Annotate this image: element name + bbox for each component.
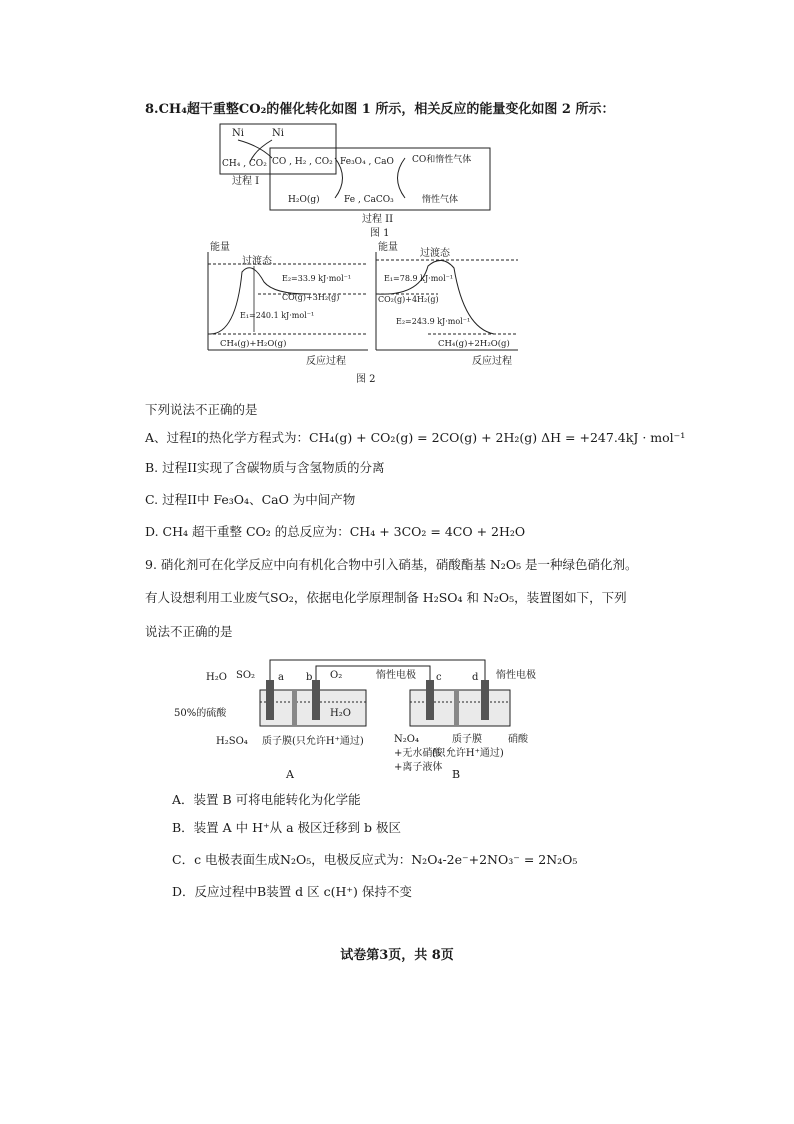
electrode-b-label: b <box>306 672 313 683</box>
o2-label: O₂ <box>330 670 343 681</box>
nitric-acid-label: 硝酸 <box>508 734 528 745</box>
right-e2-label: E₂=243.9 kJ·mol⁻¹ <box>396 317 471 326</box>
inert-gas-label: 惰性气体 <box>422 195 459 205</box>
membrane-b-label: 质子膜 <box>452 734 482 745</box>
figure-2-caption: 图 2 <box>356 374 376 385</box>
q9-option-a: A．装置 B 可将电能转化为化学能 <box>172 792 361 807</box>
right-xlabel: 反应过程 <box>472 356 512 367</box>
electrode-d <box>481 680 489 720</box>
inert-electrode-1-label: 惰性电极 <box>376 670 416 681</box>
h2so4-label: H₂SO₄ <box>216 736 248 747</box>
q8-stem: 8.CH₄超干重整CO₂的催化转化如图 1 所示，相关反应的能量变化如图 2 所示： <box>145 102 615 117</box>
electrode-c-label: c <box>436 672 442 683</box>
q9-option-b: B．装置 A 中 H⁺从 a 极区迁移到 b 极区 <box>172 820 401 835</box>
q9-option-c: C．c 电极表面生成N₂O₅，电极反应式为：N₂O₄-2e⁻+2NO₃⁻ = 2N₂O₅ <box>172 852 578 867</box>
ni-right-label: Ni <box>272 128 284 139</box>
q9-stem-line-1: 9. 硝化剂可在化学反应中向有机化合物中引入硝基，硝酸酯基 N₂O₅ 是一种绿色硝化剂。 <box>145 557 638 572</box>
electrode-a <box>266 680 274 720</box>
membrane-b-note: (只允许H⁺通过) <box>432 748 504 759</box>
device-b-label: B <box>452 768 461 781</box>
inert-electrode-2-label: 惰性电极 <box>496 670 536 681</box>
sulfuric-acid-label: 50%的硫酸 <box>174 708 227 719</box>
h2o-inlet-label: H₂O <box>206 672 227 683</box>
membrane-a-label: 质子膜(只允许H⁺通过) <box>262 736 364 747</box>
left-xlabel: 反应过程 <box>306 356 346 367</box>
ionic-liquid-label: +离子液体 <box>394 762 443 773</box>
left-reactant-label: CH₄(g)+H₂O(g) <box>220 339 287 349</box>
electrode-b <box>312 680 320 720</box>
left-energy-label: 能量 <box>210 242 230 253</box>
process-1-label: 过程 I <box>232 176 260 187</box>
q9-stem-line-3: 说法不正确的是 <box>145 624 233 639</box>
right-product-label: CH₄(g)+2H₂O(g) <box>438 339 510 349</box>
figure-1-caption: 图 1 <box>370 228 390 239</box>
q8-prompt: 下列说法不正确的是 <box>145 402 258 417</box>
left-product-label: CO(g)+3H₂(g) <box>282 293 340 302</box>
process-2-label: 过程 II <box>362 214 394 225</box>
h2o-right-label: H₂O <box>330 708 351 719</box>
n2o4-label: N₂O₄ <box>394 734 419 745</box>
ni-left-label: Ni <box>232 128 244 139</box>
co-inert-label: CO和惰性气体 <box>412 155 472 165</box>
box1-left-label: CH₄ , CO₂ <box>222 159 267 169</box>
q8-option-d: D. CH₄ 超干重整 CO₂ 的总反应为：CH₄ + 3CO₂ = 4CO + 2H₂O <box>145 524 526 539</box>
membrane-b <box>454 690 459 726</box>
anhydrous-nitric-label: +无水硝酸 <box>394 748 443 759</box>
h2o-label: H₂O(g) <box>288 195 320 205</box>
right-reactant-label: CO₂(g)+4H₂(g) <box>378 295 439 304</box>
membrane-a <box>292 690 297 726</box>
figure-1 <box>210 118 510 240</box>
device-a-label: A <box>286 768 294 781</box>
page-footer: 试卷第3页，共 8页 <box>340 948 454 963</box>
electrode-d-label: d <box>472 672 479 683</box>
fe-bottom-label: Fe , CaCO₃ <box>344 195 394 205</box>
left-ts-label: 过渡态 <box>242 256 272 267</box>
electrode-a-label: a <box>278 672 284 683</box>
right-ts-label: 过渡态 <box>420 248 450 259</box>
q9-option-d: D．反应过程中B装置 d 区 c(H⁺) 保持不变 <box>172 884 412 899</box>
q8-option-a: A、过程I的热化学方程式为：CH₄(g) + CO₂(g) = 2CO(g) + 2H₂(g) ΔH = +247.4kJ · mol⁻¹ <box>145 430 686 445</box>
q8-option-b: B. 过程II实现了含碳物质与含氢物质的分离 <box>145 460 385 475</box>
left-e2-label: E₂=33.9 kJ·mol⁻¹ <box>282 274 352 283</box>
q9-stem-line-2: 有人设想利用工业废气SO₂，依据电化学原理制备 H₂SO₄ 和 N₂O₅，装置图如下，下列 <box>145 590 627 605</box>
so2-label: SO₂ <box>236 670 256 681</box>
right-e1-label: E₁=78.9 kJ·mol⁻¹ <box>384 274 454 283</box>
electrolysis-apparatus <box>170 652 580 787</box>
electrode-c <box>426 680 434 720</box>
right-energy-label: 能量 <box>378 242 398 253</box>
fe-top-label: Fe₃O₄ , CaO <box>340 157 394 167</box>
box1-right-label: CO , H₂ , CO₂ <box>272 157 333 167</box>
q8-option-c: C. 过程II中 Fe₃O₄、CaO 为中间产物 <box>145 492 356 507</box>
left-e1-label: E₁=240.1 kJ·mol⁻¹ <box>240 311 315 320</box>
figure-2 <box>198 238 528 388</box>
